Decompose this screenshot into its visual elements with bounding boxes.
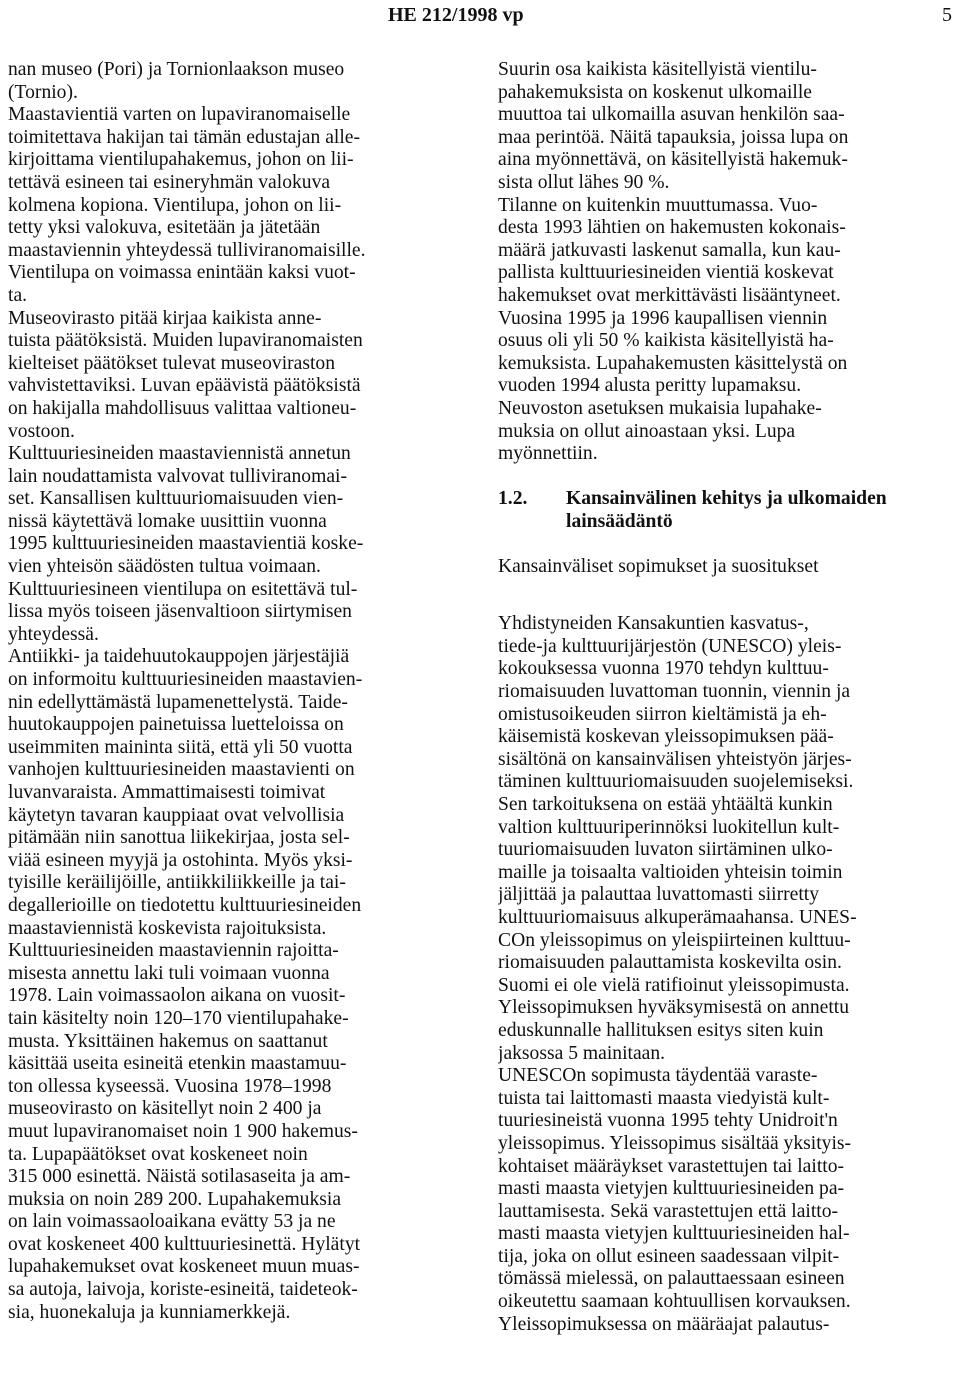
text-line: kohtaiset määräykset varastettujen tai laitto- xyxy=(498,1155,845,1177)
text-line: 315 000 esinettä. Näistä sotilasaseita ja am- xyxy=(8,1166,351,1188)
text-line: tetty yksi valokuva, esitetään ja jätetään xyxy=(8,217,321,239)
text-line: käisemistä koskevan yleissopimuksen pää- xyxy=(498,726,834,748)
text-line: aina myönnettävä, on käsitellyistä hakemuk- xyxy=(498,149,848,171)
text-line: Vientilupa on voimassa enintään kaksi vuot- xyxy=(8,262,356,284)
text-line: tuista tai laittomasti maasta viedyistä kult- xyxy=(498,1087,830,1109)
text-line: lauttamisesta. Sekä varastettujen että laitto- xyxy=(498,1200,839,1222)
left-column xyxy=(8,59,462,1324)
text-line: vahvistettaviksi. Luvan epäävistä päätöksistä xyxy=(8,375,361,397)
text-line: lissa myös toiseen jäsenvaltioon siirtymisen xyxy=(8,601,352,623)
text-line: määrä jatkuvasti laskenut samalla, kun kau- xyxy=(498,239,841,261)
text-line: ta. Lupapäätökset ovat koskeneet noin xyxy=(8,1143,308,1165)
text-line: lain noudattamista valvovat tulliviranomai- xyxy=(8,465,347,487)
text-line: eduskunnalle hallituksen esitys siten kuin xyxy=(498,1019,824,1041)
text-line: riomaisuuden luvattoman tuonnin, viennin ja xyxy=(498,681,851,703)
text-line: pahakemuksista on koskenut ulkomaille xyxy=(498,81,812,103)
text-line: (Tornio). xyxy=(8,81,78,103)
text-line: Museovirasto pitää kirjaa kaikista anne- xyxy=(8,307,322,329)
text-line: Suurin osa kaikista käsitellyistä vientilu- xyxy=(498,59,817,80)
text-line: muksia on noin 289 200. Lupahakemuksia xyxy=(8,1188,342,1210)
text-line: käytetyn tavaran kauppiaat ovat velvollisia xyxy=(8,804,345,826)
text-line: useimmiten maininta siitä, että yli 50 vuotta xyxy=(8,736,353,758)
section-heading-cont xyxy=(498,511,952,534)
text-line: tuista päätöksistä. Muiden lupaviranomaisten xyxy=(8,330,363,352)
text-line: vuoden 1994 alusta peritty lupamaksu. xyxy=(498,375,802,397)
text-line: on hakijalla mahdollisuus valittaa valtioneu- xyxy=(8,397,357,419)
text-line: tuuriesineistä vuonna 1995 tehty Unidroit'n xyxy=(498,1110,838,1132)
text-line: 1978. Lain voimassaolon aikana on vuosit- xyxy=(8,985,346,1007)
text-line: jäljittää ja palauttaa luvattomasti siirretty xyxy=(498,884,820,906)
right-column xyxy=(498,59,952,1336)
text-line: hakemukset ovat merkittävästi lisääntyneet. xyxy=(498,284,841,306)
text-line: Sen tarkoituksena on estää yhtäältä kunkin xyxy=(498,794,833,815)
text-line: Tilanne on kuitenkin muuttumassa. Vuo- xyxy=(498,194,818,216)
text-line: kemuksista. Lupahakemusten käsittelystä on xyxy=(498,352,848,374)
text-line: sisältönä on kansainvälisen yhteistyön järjes- xyxy=(498,748,852,770)
text-line: musta. Yksittäinen hakemus on saattanut xyxy=(8,1030,328,1052)
text-line: tiede-ja kulttuurijärjestön (UNESCO) yleis- xyxy=(498,635,842,657)
text-line: yleissopimus. Yleissopimus sisältää yksityis- xyxy=(498,1132,852,1154)
text-line: vanhojen kulttuuriesineiden maastavienti on xyxy=(8,759,355,781)
text-line: vien yhteisön säädösten tultua voimaan. xyxy=(8,556,321,578)
text-line: omistusoikeuden siirron kieltämistä ja eh- xyxy=(498,703,827,725)
text-line: misesta annettu laki tuli voimaan vuonna xyxy=(8,962,330,984)
text-line: muksia on ollut ainoastaan yksi. Lupa xyxy=(498,420,796,442)
text-line: toimitettava hakijan tai tämän edustajan alle- xyxy=(8,126,361,148)
text-line: lupahakemukset ovat koskeneet muun muas- xyxy=(8,1256,360,1278)
text-line: tain käsitelty noin 120–170 vientilupahake- xyxy=(8,1007,349,1029)
text-line: tyisille keräilijöille, antiikkiliikkeille ja tai- xyxy=(8,872,346,894)
text-line: pitämään niin sanottua liikekirjaa, josta sel- xyxy=(8,827,350,849)
text-line: Yleissopimuksessa on määräajat palautus- xyxy=(498,1313,830,1335)
text-line: huutokauppojen painetuissa luetteloissa on xyxy=(8,714,344,736)
text-line: ovat koskeneet 400 kulttuuriesinettä. Hylätyt xyxy=(8,1233,361,1255)
section-number: 1.2. xyxy=(498,488,528,510)
text-line: sista ollut lähes 90 %. xyxy=(498,171,670,193)
text-line: yhteydessä. xyxy=(8,623,99,645)
text-line: Yleissopimuksen hyväksymisestä on annettu xyxy=(498,997,850,1019)
text-line: muuttoa tai ulkomailla asuvan henkilön saa- xyxy=(498,104,845,126)
subsection-heading: Kansainväliset sopimukset ja suositukset xyxy=(498,556,819,578)
text-line: Kulttuuriesineen vientilupa on esitettävä tul- xyxy=(8,578,358,600)
text-line: pallista kulttuuriesineiden vientiä koskevat xyxy=(498,262,834,284)
text-line: Neuvoston asetuksen mukaisia lupahake- xyxy=(498,397,822,419)
text-line: Antiikki- ja taidehuutokauppojen järjestäjiä xyxy=(8,646,350,668)
text-line: maastaviennin yhteydessä tulliviranomaisille. xyxy=(8,239,366,261)
text-line: nan museo (Pori) ja Tornionlaakson museo xyxy=(8,59,345,80)
right-column-bottom-text xyxy=(498,613,952,1336)
text-line: on informoitu kulttuuriesineiden maastavien- xyxy=(8,669,363,691)
text-line: täminen kulttuuriomaisuuden suojelemiseksi. xyxy=(498,771,854,793)
text-line: kirjoittama vientilupahakemus, johon on lii- xyxy=(8,149,354,171)
text-line: riomaisuuden palauttamista koskevilta osin. xyxy=(498,952,842,974)
text-line: muut lupaviranomaiset noin 1 900 hakemus- xyxy=(8,1120,358,1142)
text-line: maastaviennistä koskevista rajoituksista. xyxy=(8,917,327,939)
text-line: set. Kansallisen kulttuuriomaisuuden vien- xyxy=(8,488,344,510)
text-line: valtion kulttuuriperinnöksi luokitellun kult- xyxy=(498,816,840,838)
text-line: nissä käytettävä lomake uusittiin vuonna xyxy=(8,510,327,532)
text-line: 1995 kulttuuriesineiden maastavientiä koske- xyxy=(8,533,364,555)
text-line: ton ollessa kyseessä. Vuosina 1978–1998 xyxy=(8,1075,332,1097)
text-line: kulttuuriomaisuus alkuperämaahansa. UNES- xyxy=(498,906,857,928)
text-line: nin edellyttämästä lupamenettelystä. Taide- xyxy=(8,691,348,713)
text-line: kolmena kopiona. Vientilupa, johon on lii- xyxy=(8,194,342,216)
text-line: COn yleissopimus on yleispiirteinen kulttuu- xyxy=(498,929,851,951)
text-line: viää esineen myyjä ja ostohinta. Myös yksi- xyxy=(8,849,353,871)
text-line: Kulttuuriesineiden maastaviennin rajoitta- xyxy=(8,940,339,962)
text-line: ta. xyxy=(8,284,28,306)
text-line: tettävä esineen tai esineryhmän valokuva xyxy=(8,171,331,193)
page-number: 5 xyxy=(942,4,952,26)
text-line: Yhdistyneiden Kansakuntien kasvatus-, xyxy=(498,613,809,635)
section-title-line-1: Kansainvälinen kehitys ja ulkomaiden xyxy=(566,488,887,510)
text-line: myönnettiin. xyxy=(498,443,598,465)
text-line: jaksossa 5 mainitaan. xyxy=(498,1042,666,1064)
text-line: desta 1993 lähtien on hakemusten kokonais- xyxy=(498,217,846,239)
text-line: tuuriomaisuuden luvaton siirtäminen ulko- xyxy=(498,839,833,861)
text-line: maa perintöä. Näitä tapauksia, joissa lupa on xyxy=(498,126,849,148)
section-heading xyxy=(498,488,952,511)
text-line: Kulttuuriesineiden maastaviennistä annetun xyxy=(8,443,351,465)
text-line: masti maasta vietyjen kulttuuriesineiden pa- xyxy=(498,1178,845,1200)
text-line: UNESCOn sopimusta täydentää varaste- xyxy=(498,1065,818,1087)
text-line: museovirasto on käsitellyt noin 2 400 ja xyxy=(8,1098,322,1120)
text-line: sa autoja, laivoja, koriste-esineitä, taideteok- xyxy=(8,1279,358,1301)
document-id: HE 212/1998 vp xyxy=(388,4,524,26)
page-header xyxy=(0,0,960,40)
text-line: kokouksessa vuonna 1970 tehdyn kulttuu- xyxy=(498,658,829,680)
text-line: käsittää useita esineitä etenkin maastamuu- xyxy=(8,1053,347,1075)
right-column-top-text xyxy=(498,59,952,466)
text-line: on lain voimassaoloaikana evätty 53 ja ne xyxy=(8,1211,336,1233)
text-line: degallerioille on tiedotettu kulttuuriesineiden xyxy=(8,894,362,916)
text-line: tömässä mielessä, on palauttaessaan esineen xyxy=(498,1268,845,1290)
text-line: sia, huonekaluja ja kunniamerkkejä. xyxy=(8,1301,291,1323)
text-line: Maastavientiä varten on lupaviranomaiselle xyxy=(8,104,351,126)
text-line: vostoon. xyxy=(8,420,75,442)
section-title-line-2: lainsäädäntö xyxy=(566,510,673,532)
text-line: luvanvaraista. Ammattimaisesti toimivat xyxy=(8,782,326,803)
text-line: Vuosina 1995 ja 1996 kaupallisen viennin xyxy=(498,307,828,329)
text-line: maille ja toisaalta valtioiden yhteisin toimin xyxy=(498,861,843,883)
text-line: masti maasta vietyjen kulttuuriesineiden hal- xyxy=(498,1223,850,1245)
text-line: oikeutettu saamaan kohtuullisen korvauksen. xyxy=(498,1291,851,1313)
text-line: Suomi ei ole vielä ratifioinut yleissopimusta. xyxy=(498,974,850,996)
text-line: kielteiset päätökset tulevat museoviraston xyxy=(8,352,336,374)
text-line: tija, joka on ollut esineen saadessaan vilpit- xyxy=(498,1245,840,1267)
text-line: osuus oli yli 50 % kaikista käsitellyistä ha- xyxy=(498,330,834,352)
